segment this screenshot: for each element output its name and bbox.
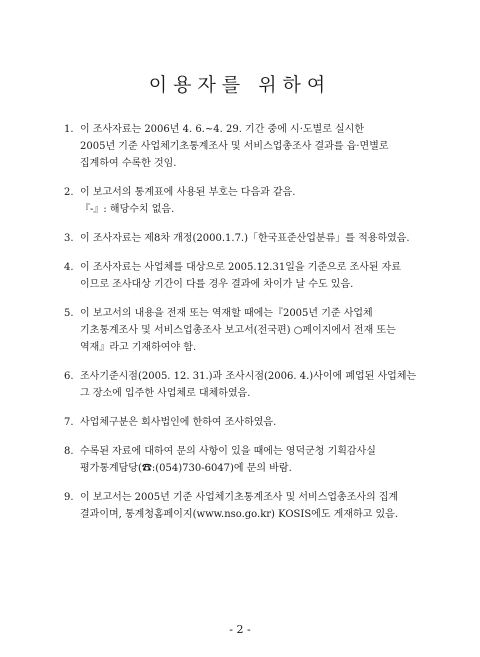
note-number: 3. (64, 233, 74, 244)
note-line: 조사기준시점(2005. 12. 31.)과 조사시점(2006. 4.)사이에 폐업된 사업체는 (80, 371, 417, 382)
note-text (80, 230, 434, 247)
note-line: 이 보고서의 내용을 전재 또는 역재할 때에는『2005년 기준 사업체 (80, 308, 373, 319)
note-line: 2005년 기준 사업체기초통계조사 및 서비스업총조사 결과를 읍·면별로 (80, 141, 389, 152)
note-text (80, 184, 434, 218)
note-item (64, 368, 434, 402)
note-number: 8. (64, 446, 74, 457)
note-text (80, 368, 434, 402)
note-text (80, 443, 434, 477)
note-number: 2. (64, 187, 74, 198)
note-line: 역재』라고 기재하여야 함. (80, 342, 197, 353)
note-line: 사업체구분은 회사법인에 한하여 조사하였음. (80, 417, 277, 428)
note-line: 이 조사자료는 사업체를 대상으로 2005.12.31일을 기준으로 조사된 자료 (80, 262, 402, 273)
note-text (80, 489, 434, 523)
note-number: 6. (64, 371, 74, 382)
note-line: 『-』: 해당수치 없음. (80, 204, 175, 215)
note-text (80, 121, 434, 172)
note-number: 5. (64, 308, 74, 319)
note-item (64, 259, 434, 293)
note-line: 집계하여 수록한 것임. (80, 158, 177, 169)
note-text (80, 305, 434, 356)
note-line: 이 조사자료는 2006년 4. 6.~4. 29. 기간 중에 시·도별로 실시한 (80, 124, 365, 135)
note-number: 1. (64, 124, 74, 135)
note-item (64, 489, 434, 523)
note-line: 그 장소에 입주한 사업체로 대체하였음. (80, 388, 251, 399)
page-title: 이용자를 위하여 (148, 74, 332, 96)
note-text (80, 259, 434, 293)
note-line: 이 보고서는 2005년 기준 사업체기초통계조사 및 서비스업총조사의 집계 (80, 492, 399, 503)
note-number: 4. (64, 262, 74, 273)
note-line: 이므로 조사대상 기간이 다를 경우 결과에 차이가 날 수도 있음. (80, 279, 354, 290)
note-number: 7. (64, 417, 74, 428)
note-item (64, 121, 434, 172)
note-item (64, 184, 434, 218)
notes-list (64, 121, 434, 535)
note-item (64, 443, 434, 477)
note-item (64, 414, 434, 431)
note-line: 평가통계담당(☎:(054)730-6047)에 문의 바람. (80, 463, 292, 474)
note-line: 기초통계조사 및 서비스업총조사 보고서(전국편) ○페이지에서 전재 또는 (80, 325, 396, 336)
page-number: - 2 - (229, 623, 251, 636)
note-line: 이 보고서의 통계표에 사용된 부호는 다음과 같음. (80, 187, 296, 198)
note-text (80, 414, 434, 431)
note-line: 이 조사자료는 제8차 개정(2000.1.7.)「한국표준산업분류」를 적용하였음. (80, 233, 410, 244)
note-item (64, 230, 434, 247)
note-line: 결과이며, 통계청홈페이지(www.nso.go.kr) KOSIS에도 게재하고 있음. (80, 509, 398, 520)
note-line: 수록된 자료에 대하여 문의 사항이 있을 때에는 영덕군청 기획감사실 (80, 446, 376, 457)
note-number: 9. (64, 492, 74, 503)
note-item (64, 305, 434, 356)
